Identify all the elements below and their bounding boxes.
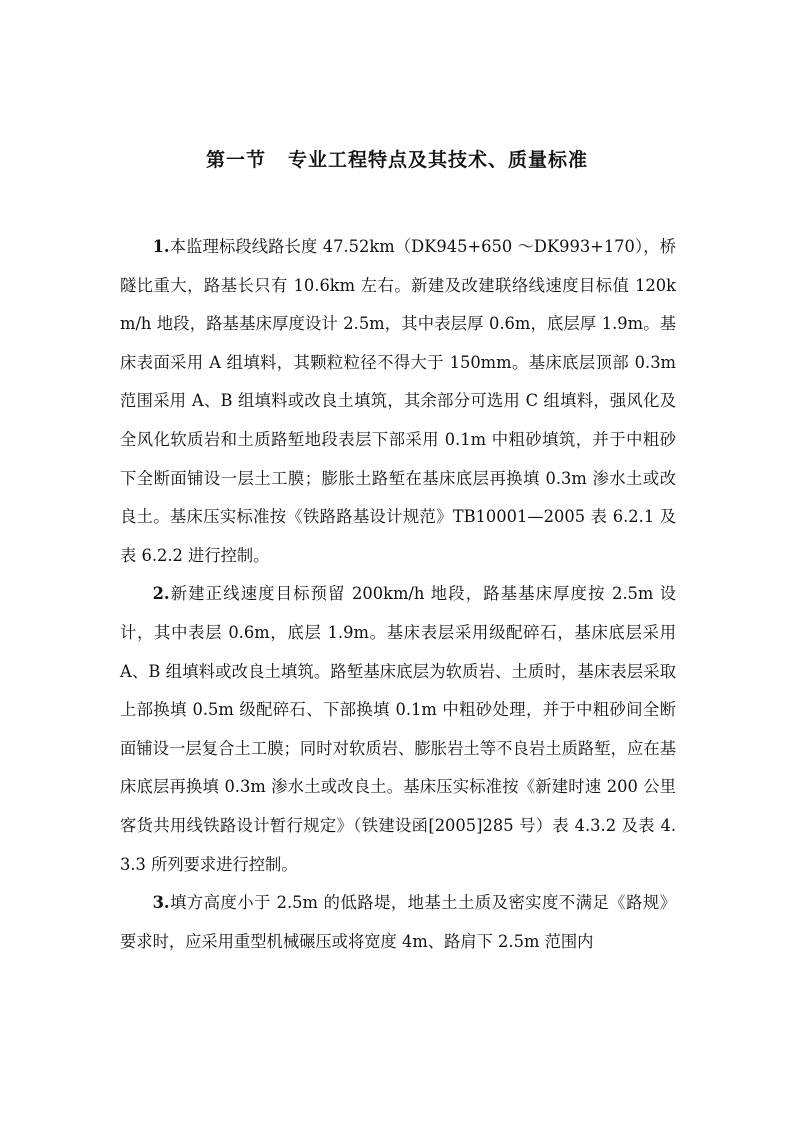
section-number: 第一节 xyxy=(205,149,266,171)
paragraph-2-text: 新建正线速度目标预留 200km/h 地段，路基基床厚度按 2.5m 设计，其中表层 0.6m，底层 1.9m。基床表层采用级配碎石，基床底层采用 A、B 组填料或改良土填筑。路堑基床底层为软质岩、土质时，基床表层采取上部换填 0.5m 级配碎石、下部换填 0.1m 中粗砂处理，并于中粗砂间全断面铺设一层复合土工膜；同时对软质岩、膨胀岩土等不良岩土质路堑，应在基床底层再换填 0.3m 渗水土或改良土。基床压实标准按《新建时速 200 公里客货共用线铁路设计暂行规定》（铁建设函[2005]285 号）表 4.3.2 及表 4.3.3 所列要求进行控制。 xyxy=(120,584,676,874)
paragraph-1 xyxy=(120,228,676,575)
paragraph-2-number: 2. xyxy=(152,584,170,604)
paragraph-1-number: 1. xyxy=(152,237,170,256)
paragraph-1-text: 本监理标段线路长度 47.52km（DK945+650 ～DK993+170），桥隧比重大，路基长只有 10.6km 左右。新建及改建联络线速度目标值 120km/h 地段，路基基床厚度设计 2.5m，其中表层厚 0.6m，底层厚 1.9m。基床表面采用 A 组填料，其颗粒粒径不得大于 150mm。基床底层顶部 0.3m 范围采用 A、B 组填料或改良土填筑，其余部分可选用 C 组填料，强风化及全风化软质岩和土质路堑地段表层下部采用 0.1m 中粗砂填筑，并于中粗砂下全断面铺设一层土工膜；膨胀土路堑在基床底层再换填 0.3m 渗水土或改良土。基床压实标准按《铁路路基设计规范》TB10001—2005 表 6.2.1 及表 6.2.2 进行控制。 xyxy=(120,237,676,565)
paragraph-2 xyxy=(120,575,676,884)
section-heading-text: 专业工程特点及其技术、质量标准 xyxy=(288,149,589,171)
paragraph-3 xyxy=(120,884,676,961)
paragraph-3-number: 3. xyxy=(152,893,170,913)
section-title xyxy=(0,146,794,174)
paragraph-3-text: 填方高度小于 2.5m 的低路堤，地基土土质及密实度不满足《路规》要求时，应采用重型机械碾压或将宽度 4m、路肩下 2.5m 范围内 xyxy=(120,893,676,951)
document-body xyxy=(120,228,676,961)
